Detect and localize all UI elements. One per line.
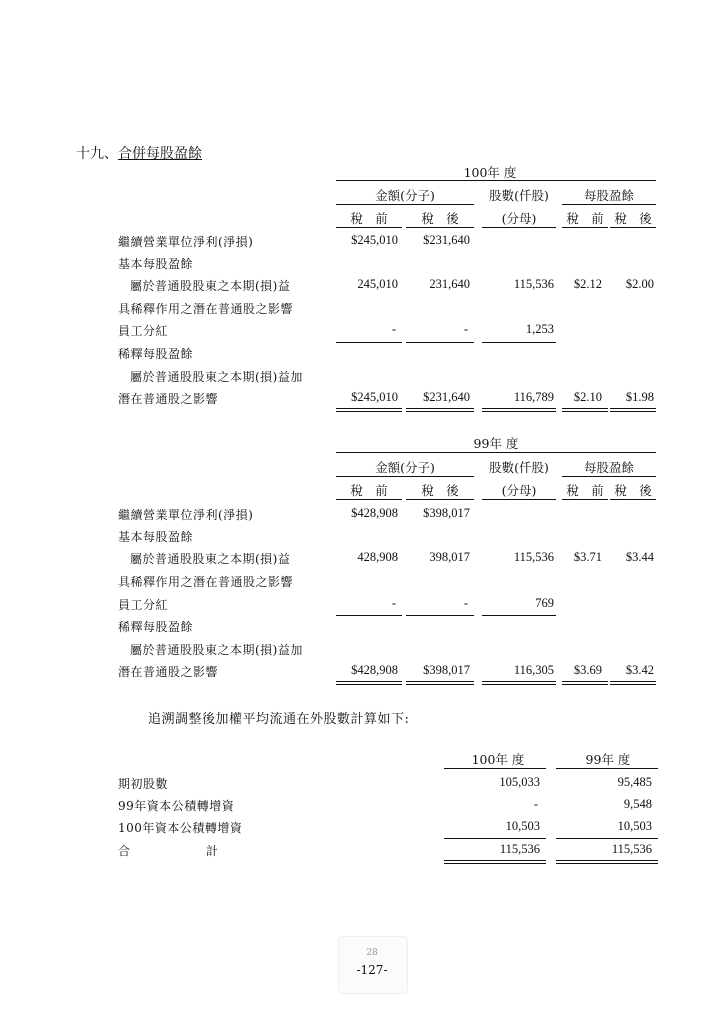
value-bonus-shares: 1,253 <box>525 322 554 336</box>
value-diluted-pretax: $245,010 <box>351 390 398 404</box>
weighted-col2-header: 99年 度 <box>585 752 631 767</box>
weighted-col1-rule <box>444 768 546 769</box>
value-bonus-aftertax-99: - <box>463 596 468 610</box>
label-attrib-plus-99: 屬於普通股股東之本期(損)益加 <box>130 643 303 657</box>
weighted-sum-rule-1 <box>444 838 546 839</box>
bonus-rule-99-2 <box>406 615 474 616</box>
label-basic: 基本每股盈餘 <box>118 257 194 271</box>
total-rule-5 <box>610 408 656 412</box>
total-rule-99-1 <box>336 681 402 685</box>
aftertax-header: 稅 後 <box>421 211 459 226</box>
amount-header-99: 金額(分子) <box>375 460 435 475</box>
denominator-header: (分母) <box>501 211 537 226</box>
weighted-row-v1-1: - <box>533 797 538 811</box>
col-rule-5 <box>610 227 656 228</box>
value-bonus-pretax-99: - <box>391 596 396 610</box>
total-rule-99-3 <box>482 681 556 685</box>
weighted-total-rule-1 <box>444 860 546 864</box>
col-rule-2 <box>406 227 474 228</box>
total-rule-99-2 <box>406 681 474 685</box>
value-diluted-eps-aftertax-99: $3.42 <box>625 663 654 677</box>
label-potential-99: 潛在普通股之影響 <box>118 665 219 679</box>
value-diluted-aftertax: $231,640 <box>423 390 470 404</box>
weighted-row-v1-2: 10,503 <box>505 819 540 833</box>
weighted-sum-rule-2 <box>556 838 658 839</box>
col-rule-4 <box>562 227 608 228</box>
weighted-intro: 追溯調整後加權平均流通在外股數計算如下: <box>148 712 410 727</box>
bonus-rule-99-3 <box>482 615 556 616</box>
total-rule-4 <box>562 408 608 412</box>
total-rule-1 <box>336 408 402 412</box>
col-rule-99-3 <box>482 499 556 500</box>
year-header-99: 99年 度 <box>473 436 519 451</box>
weighted-row-v1-0: 105,033 <box>499 775 540 789</box>
weighted-total-rule-2 <box>556 860 658 864</box>
value-diluted-eps-pretax: $2.10 <box>573 390 602 404</box>
total-rule-99-4 <box>562 681 608 685</box>
eps-header: 每股盈餘 <box>583 188 634 203</box>
label-attrib-plus: 屬於普通股股東之本期(損)益加 <box>130 370 303 384</box>
value-basic-shares: 115,536 <box>513 277 554 291</box>
year-rule-99 <box>336 452 656 453</box>
aftertax-header-99: 稅 後 <box>421 483 459 498</box>
denominator-header-99: (分母) <box>501 483 537 498</box>
value-basic-shares-99: 115,536 <box>513 550 554 564</box>
year-header-100: 100年 度 <box>463 165 517 180</box>
weighted-col1-header: 100年 度 <box>471 752 525 767</box>
shares-header: 股數(仟股) <box>489 188 549 203</box>
label-continuing-99: 繼續營業單位淨利(淨損) <box>118 508 254 522</box>
col-rule-99-1 <box>336 499 402 500</box>
col-rule-3 <box>482 227 556 228</box>
value-bonus-pretax: - <box>391 322 396 336</box>
bonus-rule-1 <box>336 342 402 343</box>
pretax-header: 稅 前 <box>350 211 388 226</box>
year-rule-100 <box>336 180 656 181</box>
subheader-rule-a <box>336 204 474 205</box>
bonus-rule-99-1 <box>336 615 402 616</box>
label-continuing: 繼續營業單位淨利(淨損) <box>118 235 254 249</box>
page-number: -127- <box>356 963 388 977</box>
eps-pretax-header-99: 稅 前 <box>566 483 604 498</box>
value-basic-pretax-99: 428,908 <box>357 550 398 564</box>
label-attributable: 屬於普通股股東之本期(損)益 <box>130 279 291 293</box>
subheader-rule-b <box>562 204 656 205</box>
weighted-row-label-2: 100年資本公積轉增資 <box>118 821 243 835</box>
weighted-row-label-0: 期初股數 <box>118 777 169 791</box>
value-basic-eps-pretax: $2.12 <box>573 277 602 291</box>
value-diluted-pretax-99: $428,908 <box>351 663 398 677</box>
value-continuing-aftertax-99: $398,017 <box>423 506 470 520</box>
value-basic-eps-aftertax-99: $3.44 <box>625 550 654 564</box>
section-title-text: 合併每股盈餘 <box>118 146 202 162</box>
value-diluted-eps-aftertax: $1.98 <box>625 390 654 404</box>
shares-header-99: 股數(仟股) <box>489 460 549 475</box>
section-title <box>76 143 202 163</box>
value-basic-eps-pretax-99: $3.71 <box>573 550 602 564</box>
bonus-rule-3 <box>482 342 556 343</box>
value-diluted-aftertax-99: $398,017 <box>423 663 470 677</box>
eps-header-99: 每股盈餘 <box>583 460 634 475</box>
total-rule-99-5 <box>610 681 656 685</box>
total-rule-3 <box>482 408 556 412</box>
label-dilutive-99: 具稀釋作用之潛在普通股之影響 <box>118 575 294 589</box>
eps-aftertax-header: 稅 後 <box>614 211 652 226</box>
label-attributable-99: 屬於普通股股東之本期(損)益 <box>130 552 291 566</box>
pretax-header-99: 稅 前 <box>350 483 388 498</box>
subheader-rule-a-99 <box>336 476 474 477</box>
value-diluted-shares: 116,789 <box>513 390 554 404</box>
weighted-col2-rule <box>556 768 658 769</box>
weighted-total-v2: 115,536 <box>611 842 652 856</box>
value-bonus-shares-99: 769 <box>535 596 554 610</box>
value-basic-eps-aftertax: $2.00 <box>625 277 654 291</box>
weighted-row-v2-1: 9,548 <box>623 797 652 811</box>
value-basic-pretax: 245,010 <box>357 277 398 291</box>
value-continuing-pretax: $245,010 <box>351 233 398 247</box>
col-rule-1 <box>336 227 402 228</box>
value-continuing-aftertax: $231,640 <box>423 233 470 247</box>
value-continuing-pretax-99: $428,908 <box>351 506 398 520</box>
col-rule-99-5 <box>610 499 656 500</box>
label-basic-99: 基本每股盈餘 <box>118 530 194 544</box>
value-basic-aftertax: 231,640 <box>429 277 470 291</box>
label-potential: 潛在普通股之影響 <box>118 392 219 406</box>
weighted-row-v2-2: 10,503 <box>617 819 652 833</box>
label-diluted-99: 稀釋每股盈餘 <box>118 620 194 634</box>
weighted-total-v1: 115,536 <box>499 842 540 856</box>
eps-aftertax-header-99: 稅 後 <box>614 483 652 498</box>
subheader-rule-b-99 <box>562 476 656 477</box>
small-page-number: 28 <box>366 948 378 958</box>
value-bonus-aftertax: - <box>463 322 468 336</box>
weighted-row-v2-0: 95,485 <box>617 775 652 789</box>
col-rule-99-4 <box>562 499 608 500</box>
value-diluted-shares-99: 116,305 <box>513 663 554 677</box>
label-bonus-99: 員工分紅 <box>118 598 169 612</box>
section-prefix: 十九、 <box>76 146 118 162</box>
weighted-total-label-b: 計 <box>206 844 219 858</box>
weighted-row-label-1: 99年資本公積轉增資 <box>118 799 235 813</box>
label-diluted: 稀釋每股盈餘 <box>118 347 194 361</box>
value-diluted-eps-pretax-99: $3.69 <box>573 663 602 677</box>
label-dilutive: 具稀釋作用之潛在普通股之影響 <box>118 302 294 316</box>
eps-pretax-header: 稅 前 <box>566 211 604 226</box>
total-rule-2 <box>406 408 474 412</box>
label-bonus: 員工分紅 <box>118 324 169 338</box>
amount-header: 金額(分子) <box>375 188 435 203</box>
bonus-rule-2 <box>406 342 474 343</box>
value-basic-aftertax-99: 398,017 <box>429 550 470 564</box>
weighted-total-label-a: 合 <box>118 844 131 858</box>
col-rule-99-2 <box>406 499 474 500</box>
